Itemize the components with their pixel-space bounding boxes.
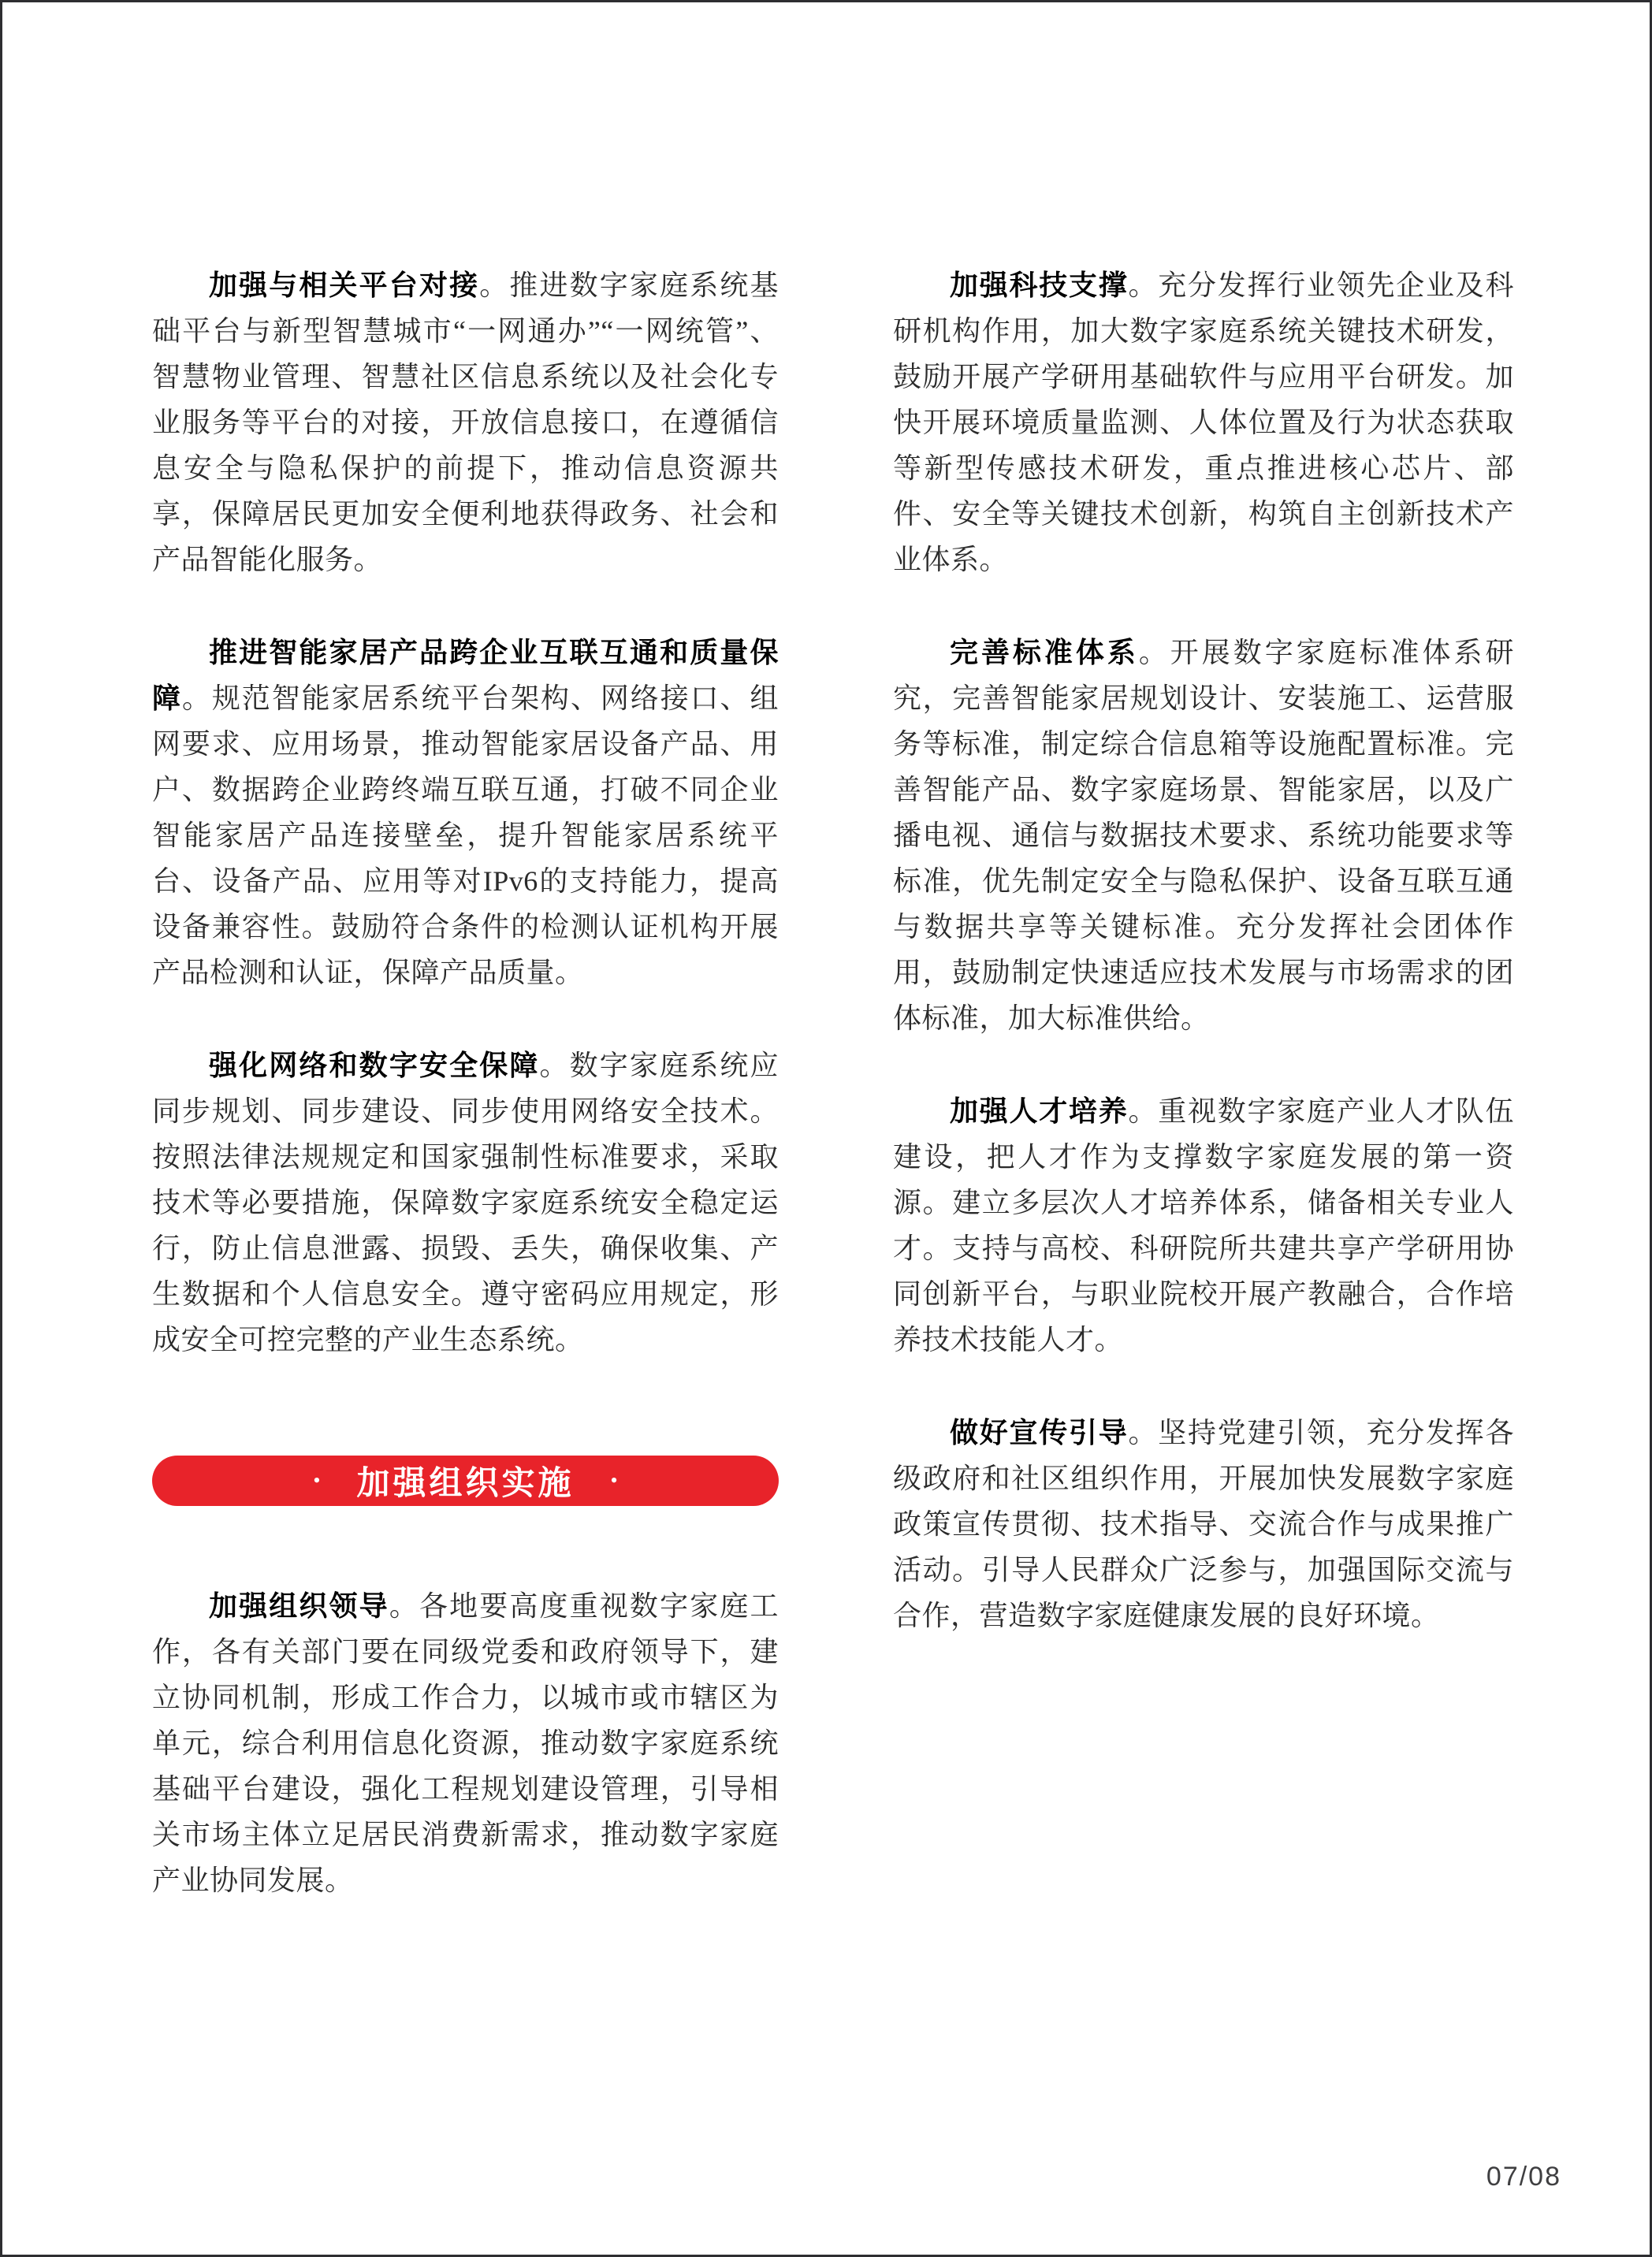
paragraph-heading: 完善标准体系: [950, 637, 1139, 668]
paragraph-body: 。重视数字家庭产业人才队伍建设，把人才作为支撑数字家庭发展的第一资源。建立多层次人才培养体系，储备相关专业人才。支持与高校、科研院所共建共享产学研用协同创新平台，与职业院校开展产教融合，合作培养技术技能人才。: [893, 1095, 1514, 1355]
paragraph-heading: 加强组织领导: [209, 1590, 389, 1622]
paragraph-organizational-leadership: [152, 1583, 779, 1903]
paragraph-tech-support: [893, 262, 1514, 582]
paragraph-body: 。规范智能家居系统平台架构、网络接口、组网要求、应用场景，推动智能家居设备产品、用户、数据跨企业跨终端互联互通，打破不同企业智能家居产品连接壁垒，提升智能家居系统平台、设备产品、应用等对IPv6的支持能力，提高设备兼容性。鼓励符合条件的检测认证机构开展产品检测和认证，保障产品质量。: [152, 682, 779, 988]
paragraph-body: 。各地要高度重视数字家庭工作，各有关部门要在同级党委和政府领导下，建立协同机制，形成工作合力，以城市或市辖区为单元，综合利用信息化资源，推动数字家庭系统基础平台建设，强化工程规划建设管理，引导相关市场主体立足居民消费新需求，推动数字家庭产业协同发展。: [152, 1590, 779, 1896]
paragraph-heading: 加强与相关平台对接: [209, 270, 480, 301]
right-column: [893, 262, 1514, 1686]
banner-bullet-left-icon: •: [313, 1469, 321, 1492]
banner-bullet-right-icon: •: [610, 1469, 618, 1492]
paragraph-body: 。数字家庭系统应同步规划、同步建设、同步使用网络安全技术。按照法律法规规定和国家强制性标准要求，采取技术等必要措施，保障数字家庭系统安全稳定运行，防止信息泄露、损毁、丢失，确保收集、产生数据和个人信息安全。遵守密码应用规定，形成安全可控完整的产业生态系统。: [152, 1050, 779, 1355]
page-number: 07/08: [1486, 2162, 1561, 2192]
section-banner-title: 加强组织实施: [356, 1464, 575, 1501]
paragraph-body: 。充分发挥行业领先企业及科研机构作用，加大数字家庭系统关键技术研发，鼓励开展产学研用基础软件与应用平台研发。加快开展环境质量监测、人体位置及行为状态获取等新型传感技术研发，重点推进核心芯片、部件、安全等关键技术创新，构筑自主创新技术产业体系。: [893, 270, 1514, 575]
paragraph-heading: 推进智能家居产品跨企业互联互通和质量保障: [152, 637, 779, 714]
section-banner: [152, 1456, 779, 1506]
paragraph-heading: 加强人才培养: [950, 1095, 1129, 1127]
paragraph-body: 。开展数字家庭标准体系研究，完善智能家居规划设计、安装施工、运营服务等标准，制定综合信息箱等设施配置标准。完善智能产品、数字家庭场景、智能家居，以及广播电视、通信与数据技术要求、系统功能要求等标准，优先制定安全与隐私保护、设备互联互通与数据共享等关键标准。充分发挥社会团体作用，鼓励制定快速适应技术发展与市场需求的团体标准，加大标准供给。: [893, 637, 1514, 1034]
paragraph-standards-system: [893, 630, 1514, 1041]
paragraph-body: 。坚持党建引领，充分发挥各级政府和社区组织作用，开展加快发展数字家庭政策宣传贯彻、技术指导、交流合作与成果推广活动。引导人民群众广泛参与，加强国际交流与合作，营造数字家庭健康发展的良好环境。: [893, 1417, 1514, 1631]
paragraph-interoperability-quality: [152, 630, 779, 995]
left-column: [152, 262, 779, 1950]
paragraph-heading: 加强科技支撑: [950, 270, 1129, 301]
paragraph-platform-integration: [152, 262, 779, 582]
paragraph-body: 。推进数字家庭系统基础平台与新型智慧城市“一网通办”“一网统管”、智慧物业管理、智慧社区信息系统以及社会化专业服务等平台的对接，开放信息接口，在遵循信息安全与隐私保护的前提下，推动信息资源共享，保障居民更加安全便利地获得政务、社会和产品智能化服务。: [152, 270, 779, 575]
paragraph-talent-cultivation: [893, 1088, 1514, 1363]
paragraph-heading: 做好宣传引导: [950, 1417, 1129, 1448]
paragraph-heading: 强化网络和数字安全保障: [209, 1050, 540, 1081]
paragraph-publicity-guidance: [893, 1410, 1514, 1638]
paragraph-network-security: [152, 1043, 779, 1363]
